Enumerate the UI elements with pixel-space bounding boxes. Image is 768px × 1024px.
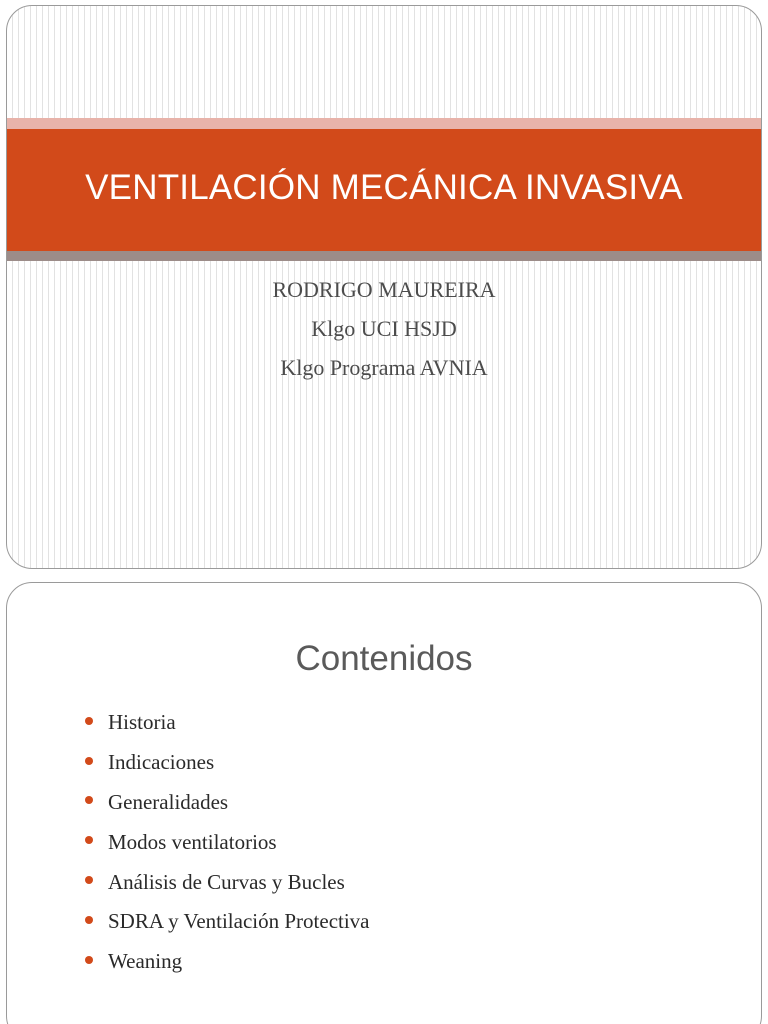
- slide-title: VENTILACIÓN MECÁNICA INVASIVA: [85, 168, 683, 207]
- author-role: Klgo UCI HSJD: [311, 316, 457, 341]
- list-item: [85, 902, 370, 942]
- list-item-label: Indicaciones: [108, 750, 215, 775]
- bullet-icon: [85, 796, 93, 804]
- list-item: [85, 703, 370, 743]
- bullet-icon: [85, 717, 93, 725]
- list-item-label: Generalidades: [108, 789, 229, 814]
- contents-list: [85, 703, 370, 982]
- list-item-label: Weaning: [108, 949, 183, 974]
- bullet-icon: [85, 956, 93, 964]
- bullet-icon: [85, 876, 93, 884]
- list-item: [85, 822, 370, 862]
- title-slide: [6, 5, 762, 569]
- title-band: [7, 129, 761, 251]
- author-name: RODRIGO MAUREIRA: [272, 277, 496, 302]
- bullet-icon: [85, 836, 93, 844]
- list-item: [85, 783, 370, 823]
- list-item-label: SDRA y Ventilación Protectiva: [108, 909, 370, 934]
- list-item-label: Análisis de Curvas y Bucles: [108, 869, 345, 894]
- author-program: Klgo Programa AVNIA: [280, 355, 488, 380]
- contents-title: Contenidos: [295, 639, 473, 678]
- list-item: [85, 743, 370, 783]
- contents-slide: [6, 582, 762, 1024]
- list-item-label: Modos ventilatorios: [108, 829, 277, 854]
- bullet-icon: [85, 916, 93, 924]
- subtitle-block: [7, 274, 761, 391]
- list-item: [85, 942, 370, 982]
- title-bottom-stripe: [7, 251, 761, 261]
- list-item-label: Historia: [108, 710, 176, 735]
- list-item: [85, 862, 370, 902]
- title-top-stripe: [7, 118, 761, 129]
- bullet-icon: [85, 757, 93, 765]
